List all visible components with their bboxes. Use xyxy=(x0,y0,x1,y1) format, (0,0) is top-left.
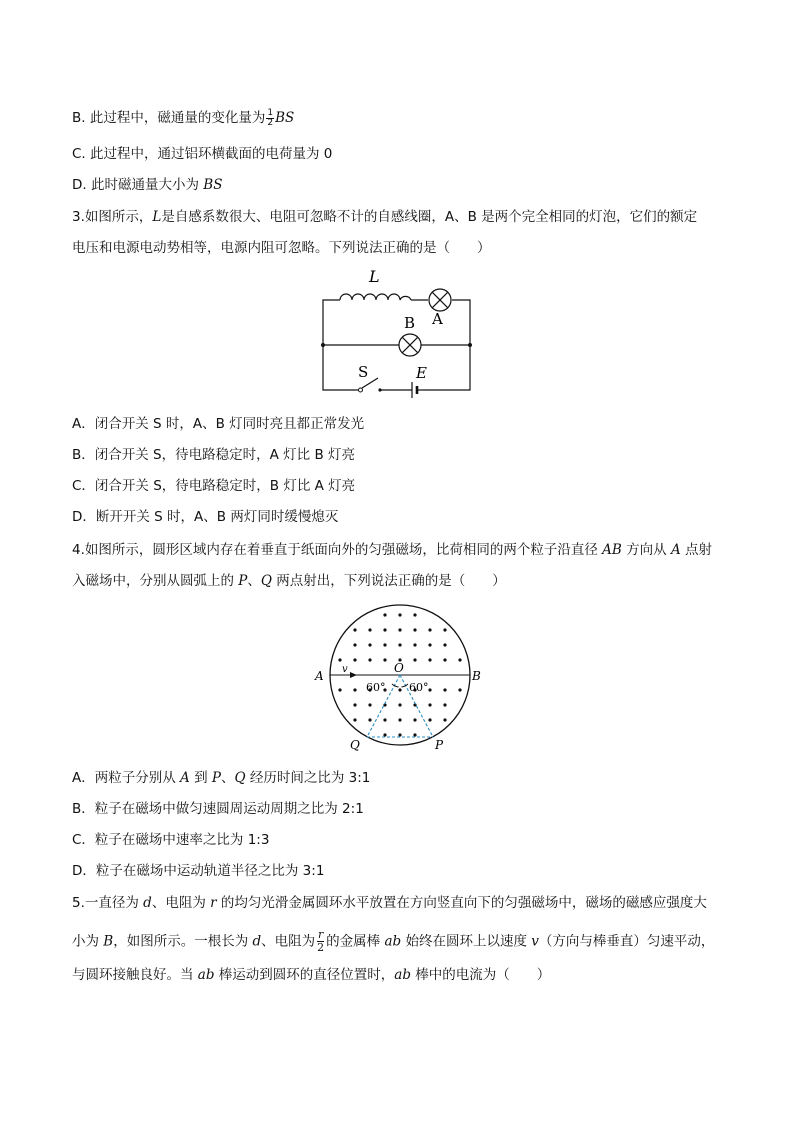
field-dot-icon xyxy=(443,688,446,691)
field-dot-icon xyxy=(443,658,446,661)
field-dot-icon xyxy=(368,718,371,721)
coil-label: L xyxy=(369,267,380,286)
field-dot-icon xyxy=(428,658,431,661)
field-dot-icon xyxy=(443,628,446,631)
field-dot-icon xyxy=(428,718,431,721)
field-dot-icon xyxy=(353,628,356,631)
field-dot-icon xyxy=(428,703,431,706)
field-dot-icon xyxy=(413,613,416,616)
field-dot-icon xyxy=(443,643,446,646)
field-dot-icon xyxy=(368,658,371,661)
field-dot-icon xyxy=(368,703,371,706)
field-dot-icon xyxy=(353,688,356,691)
q3-option-c: C．闭合开关 S，待电路稳定时，B 灯比 A 灯亮 xyxy=(72,478,356,494)
field-dot-icon xyxy=(398,628,401,631)
switch-contact-icon xyxy=(359,388,363,392)
q2-option-d: D. 此时磁通量大小为 BS xyxy=(72,177,223,193)
angle-right-label: 60° xyxy=(409,681,429,694)
q3-stem-line2: 电压和电源电动势相等，电源内阻可忽略。下列说法正确的是（ ） xyxy=(72,240,491,256)
q4-option-b: B．粒子在磁场中做匀速圆周运动周期之比为 2:1 xyxy=(72,801,364,817)
field-dot-icon xyxy=(353,643,356,646)
field-dot-icon xyxy=(353,658,356,661)
field-dot-icon xyxy=(383,718,386,721)
field-dot-icon xyxy=(458,688,461,691)
field-dot-icon xyxy=(383,658,386,661)
field-dot-icon xyxy=(398,733,401,736)
field-dot-icon xyxy=(428,643,431,646)
field-dot-icon xyxy=(443,703,446,706)
field-dot-icon xyxy=(383,628,386,631)
q5-stem-line3: 与圆环接触良好。当 ab 棒运动到圆环的直径位置时，ab 棒中的电流为（ ） xyxy=(72,967,551,983)
field-dot-icon xyxy=(413,643,416,646)
field-dot-icon xyxy=(413,733,416,736)
lamp-b-label: B xyxy=(404,314,416,332)
field-dot-icon xyxy=(428,688,431,691)
field-dot-icon xyxy=(413,628,416,631)
q3-option-a: A．闭合开关 S 时，A、B 灯同时亮且都正常发光 xyxy=(72,416,365,432)
field-dot-icon xyxy=(398,613,401,616)
field-dot-icon xyxy=(338,688,341,691)
field-dot-icon xyxy=(398,643,401,646)
field-dot-icon xyxy=(413,718,416,721)
point-a-label: A xyxy=(315,669,324,683)
field-dot-icon xyxy=(398,703,401,706)
field-dot-icon xyxy=(353,718,356,721)
source-label: E xyxy=(416,364,427,382)
q5-stem-line1: 5.一直径为 d、电阻为 r 的均匀光滑金属圆环水平放置在方向竖直向下的匀强磁场中，磁场的磁感应强度大 xyxy=(72,895,707,911)
point-q-label: Q xyxy=(350,738,360,752)
center-o-label: O xyxy=(394,661,404,675)
q4-stem-line2: 入磁场中，分别从圆弧上的 P、Q 两点射出，下列说法正确的是（ ） xyxy=(72,573,506,589)
field-dot-icon xyxy=(383,613,386,616)
q5-stem-line2: 小为 B，如图所示。一根长为 d、电阻为 $\frac{r}{2}$ 的金属棒 ab 始终在圆环上以速度 v（方向与棒垂直）匀速平动， xyxy=(72,928,715,954)
field-dot-icon xyxy=(428,628,431,631)
field-dot-icon xyxy=(368,628,371,631)
field-dot-icon xyxy=(398,688,401,691)
field-dot-icon xyxy=(383,733,386,736)
field-dot-icon xyxy=(338,658,341,661)
junction-dot-left xyxy=(321,343,325,347)
field-dot-icon xyxy=(353,703,356,706)
q4-option-a: A．两粒子分别从 A 到 P、Q 经历时间之比为 3:1 xyxy=(72,770,371,786)
q4-magnetic-field-diagram xyxy=(310,602,490,752)
q3-option-b: B．闭合开关 S，待电路稳定时，A 灯比 B 灯亮 xyxy=(72,447,355,463)
field-dot-icon xyxy=(398,718,401,721)
velocity-label: v xyxy=(342,664,348,675)
inductor-coil-icon xyxy=(340,294,411,300)
field-dot-icon xyxy=(368,643,371,646)
lamp-a-label: A xyxy=(432,310,443,328)
q3-stem-line1: 3.如图所示，L是自感系数很大、电阻可忽略不计的自感线圈，A、B 是两个完全相同的灯泡，它们的额定 xyxy=(72,209,698,225)
field-dot-icon xyxy=(383,643,386,646)
field-dot-icon xyxy=(458,658,461,661)
q3-circuit-diagram xyxy=(318,262,478,398)
q4-stem-line1: 4.如图所示，圆形区域内存在着垂直于纸面向外的匀强磁场，比荷相同的两个粒子沿直径 AB 方向从 A 点射 xyxy=(72,542,712,558)
q3-option-d: D．断开开关 S 时，A、B 两灯同时缓慢熄灭 xyxy=(72,509,339,525)
field-dot-icon xyxy=(413,658,416,661)
q2-option-b: B. 此过程中，磁通量的变化量为 $\frac{1}{2}$ BS xyxy=(72,107,295,128)
q2-option-c: C. 此过程中，通过铝环横截面的电荷量为 0 xyxy=(72,146,333,162)
field-dot-icon xyxy=(443,718,446,721)
angle-left-label: 60° xyxy=(366,681,386,694)
fraction-one-half: $\frac{1}{2}$ xyxy=(267,107,274,128)
q4-option-d: D．粒子在磁场中运动轨道半径之比为 3:1 xyxy=(72,863,325,879)
point-b-label: B xyxy=(472,669,481,683)
point-p-label: P xyxy=(435,738,444,752)
q4-option-c: C．粒子在磁场中速率之比为 1:3 xyxy=(72,832,270,848)
velocity-arrow-icon xyxy=(350,672,357,678)
junction-dot-right xyxy=(468,343,472,347)
fraction-r-over-2: $\frac{r}{2}$ xyxy=(317,928,325,954)
switch-label: S xyxy=(358,363,369,381)
